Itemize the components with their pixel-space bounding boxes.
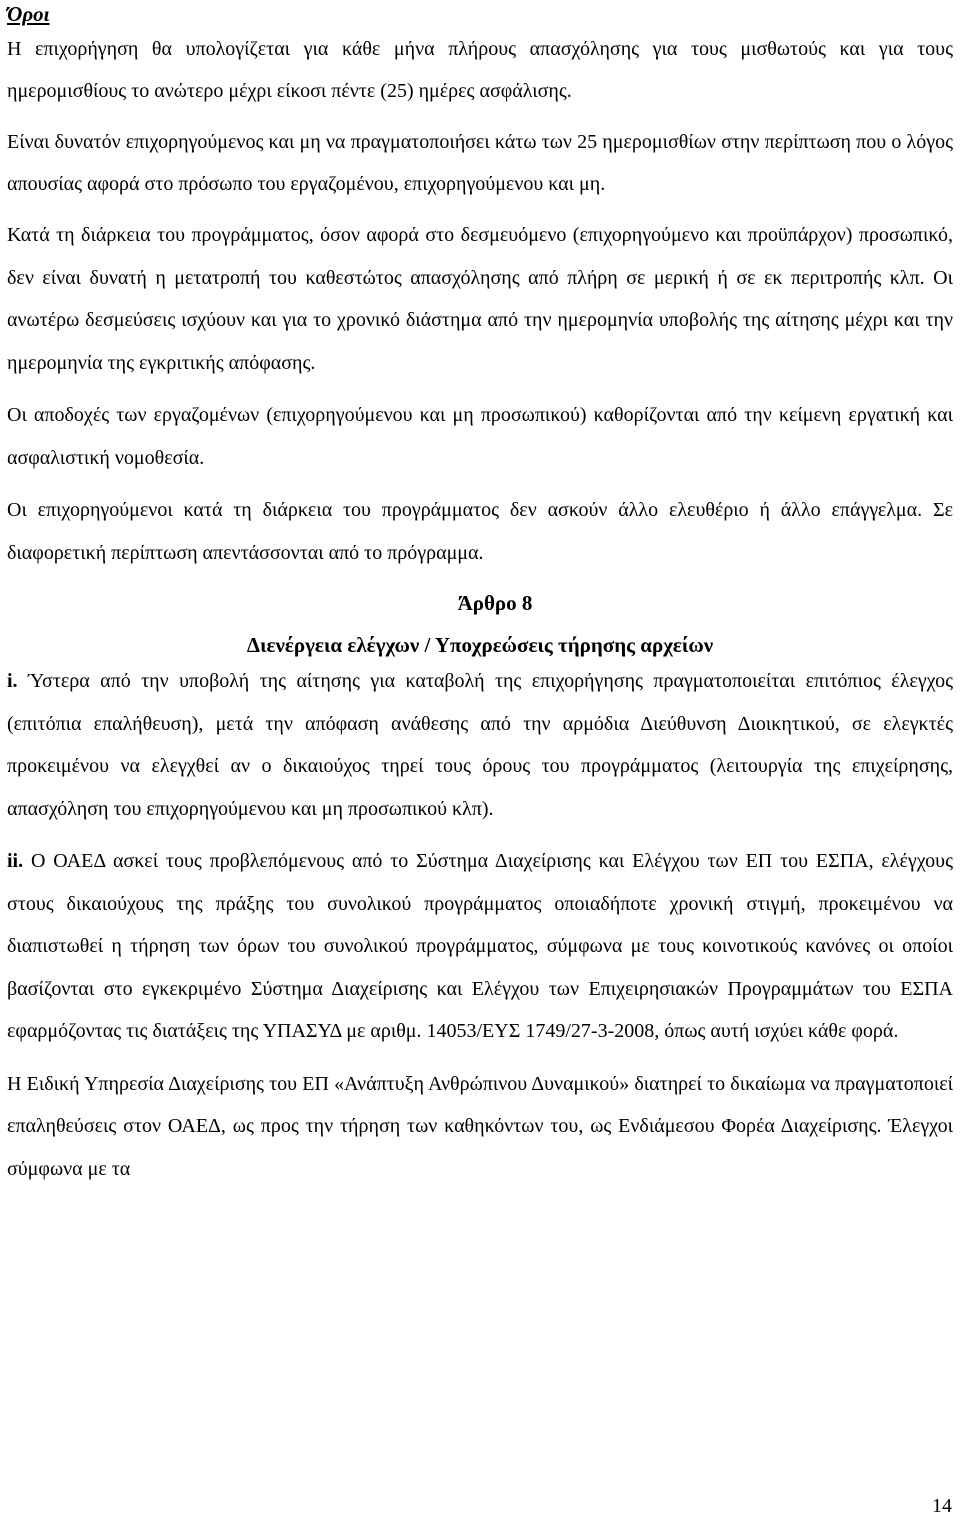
- list-item-ii-label: ii.: [7, 850, 24, 872]
- list-item-ii-text: Ο ΟΑΕΔ ασκεί τους προβλεπόμενους από το Σύστημα Διαχείρισης και Ελέγχου των ΕΠ του ΕΣΠΑ, ελέγχους στους δικαιούχους της πράξης του συνολικού προγράμματος οποιαδήποτε χρονική στιγμή, προκειμένου να διαπιστωθεί η τήρηση των όρων του συνολικού προγράμματος, σύμφωνα με τους κοινοτικούς κανόνες οι οποίοι βασίζονται στο εγκεκριμένο Σύστημα Διαχείρισης και Ελέγχου των Επιχειρησιακών Προγραμμάτων του ΕΣΠΑ εφαρμόζοντας τις διατάξεις της ΥΠΑΣΥΔ με αριθμ. 14053/ΕΥΣ 1749/27-3-2008, όπως αυτή ισχύει κάθε φορά.: [7, 850, 953, 1042]
- paragraph-employee-wages: Οι αποδοχές των εργαζομένων (επιχορηγούμενου και μη προσωπικού) καθορίζονται από την κείμενη εργατική και ασφαλιστική νομοθεσία.: [7, 404, 953, 469]
- document-page: [7, 0, 953, 1190]
- article-number: Άρθρο 8: [457, 591, 533, 615]
- paragraph-subsidy-calculation: Η επιχορήγηση θα υπολογίζεται για κάθε μήνα πλήρους απασχόλησης για τους μισθωτούς και για τους ημερομισθίους το ανώτερο μέχρι είκοσι πέντε (25) ημέρες ασφάλισης.: [7, 38, 953, 102]
- page-number: 14: [932, 1495, 952, 1517]
- paragraph-absence-days: Είναι δυνατόν επιχορηγούμενος και μη να πραγματοποιήσει κάτω των 25 ημερομισθίων στην περίπτωση που ο λόγος απουσίας αφορά στο πρόσωπο του εργαζομένου, επιχορηγούμενου και μη.: [7, 131, 953, 195]
- list-item-i: [7, 660, 953, 830]
- list-item-ii: [7, 840, 953, 1053]
- paragraph-no-other-profession: Οι επιχορηγούμενοι κατά τη διάρκεια του προγράμματος δεν ασκούν άλλο ελευθέριο ή άλλο επάγγελμα. Σε διαφορετική περίπτωση απεντάσσονται από το πρόγραμμα.: [7, 499, 953, 564]
- paragraph-employment-status: Κατά τη διάρκεια του προγράμματος, όσον αφορά στο δεσμευόμενο (επιχορηγούμενο και προϋπάρχον) προσωπικό, δεν είναι δυνατή η μετατροπή του καθεστώτος απασχόλησης από πλήρη σε μερική ή σε εκ περιτροπής κλπ. Οι ανωτέρω δεσμεύσεις ισχύουν και για το χρονικό διάστημα από την ημερομηνία υποβολής της αίτησης μέχρι και την ημερομηνία της εγκριτικής απόφασης.: [7, 224, 953, 374]
- list-item-i-label: i.: [7, 670, 18, 692]
- article-title: Διενέργεια ελέγχων / Υποχρεώσεις τήρησης αρχείων: [246, 633, 714, 657]
- section-heading-terms: Όροι: [7, 2, 50, 26]
- list-item-i-text: Ύστερα από την υποβολή της αίτησης για καταβολή της επιχορήγησης πραγματοποιείται επιτόπιος έλεγχος (επιτόπια επαλήθευση), μετά την απόφαση ανάθεσης από την αρμόδια Διεύθυνση Διοικητικού, σε ελεγκτές προκειμένου να ελεγχθεί αν ο δικαιούχος τηρεί τους όρους του προγράμματος (λειτουργία της επιχείρησης, απασχόληση του επιχορηγούμενου και μη προσωπικού κλπ).: [7, 670, 953, 820]
- paragraph-managing-authority: Η Ειδική Υπηρεσία Διαχείρισης του ΕΠ «Ανάπτυξη Ανθρώπινου Δυναμικού» διατηρεί το δικαίωμα να πραγματοποιεί επαληθεύσεις στον ΟΑΕΔ, ως προς την τήρηση των καθηκόντων του, ως Ενδιάμεσου Φορέα Διαχείρισης. Έλεγχοι σύμφωνα με τα: [7, 1072, 953, 1180]
